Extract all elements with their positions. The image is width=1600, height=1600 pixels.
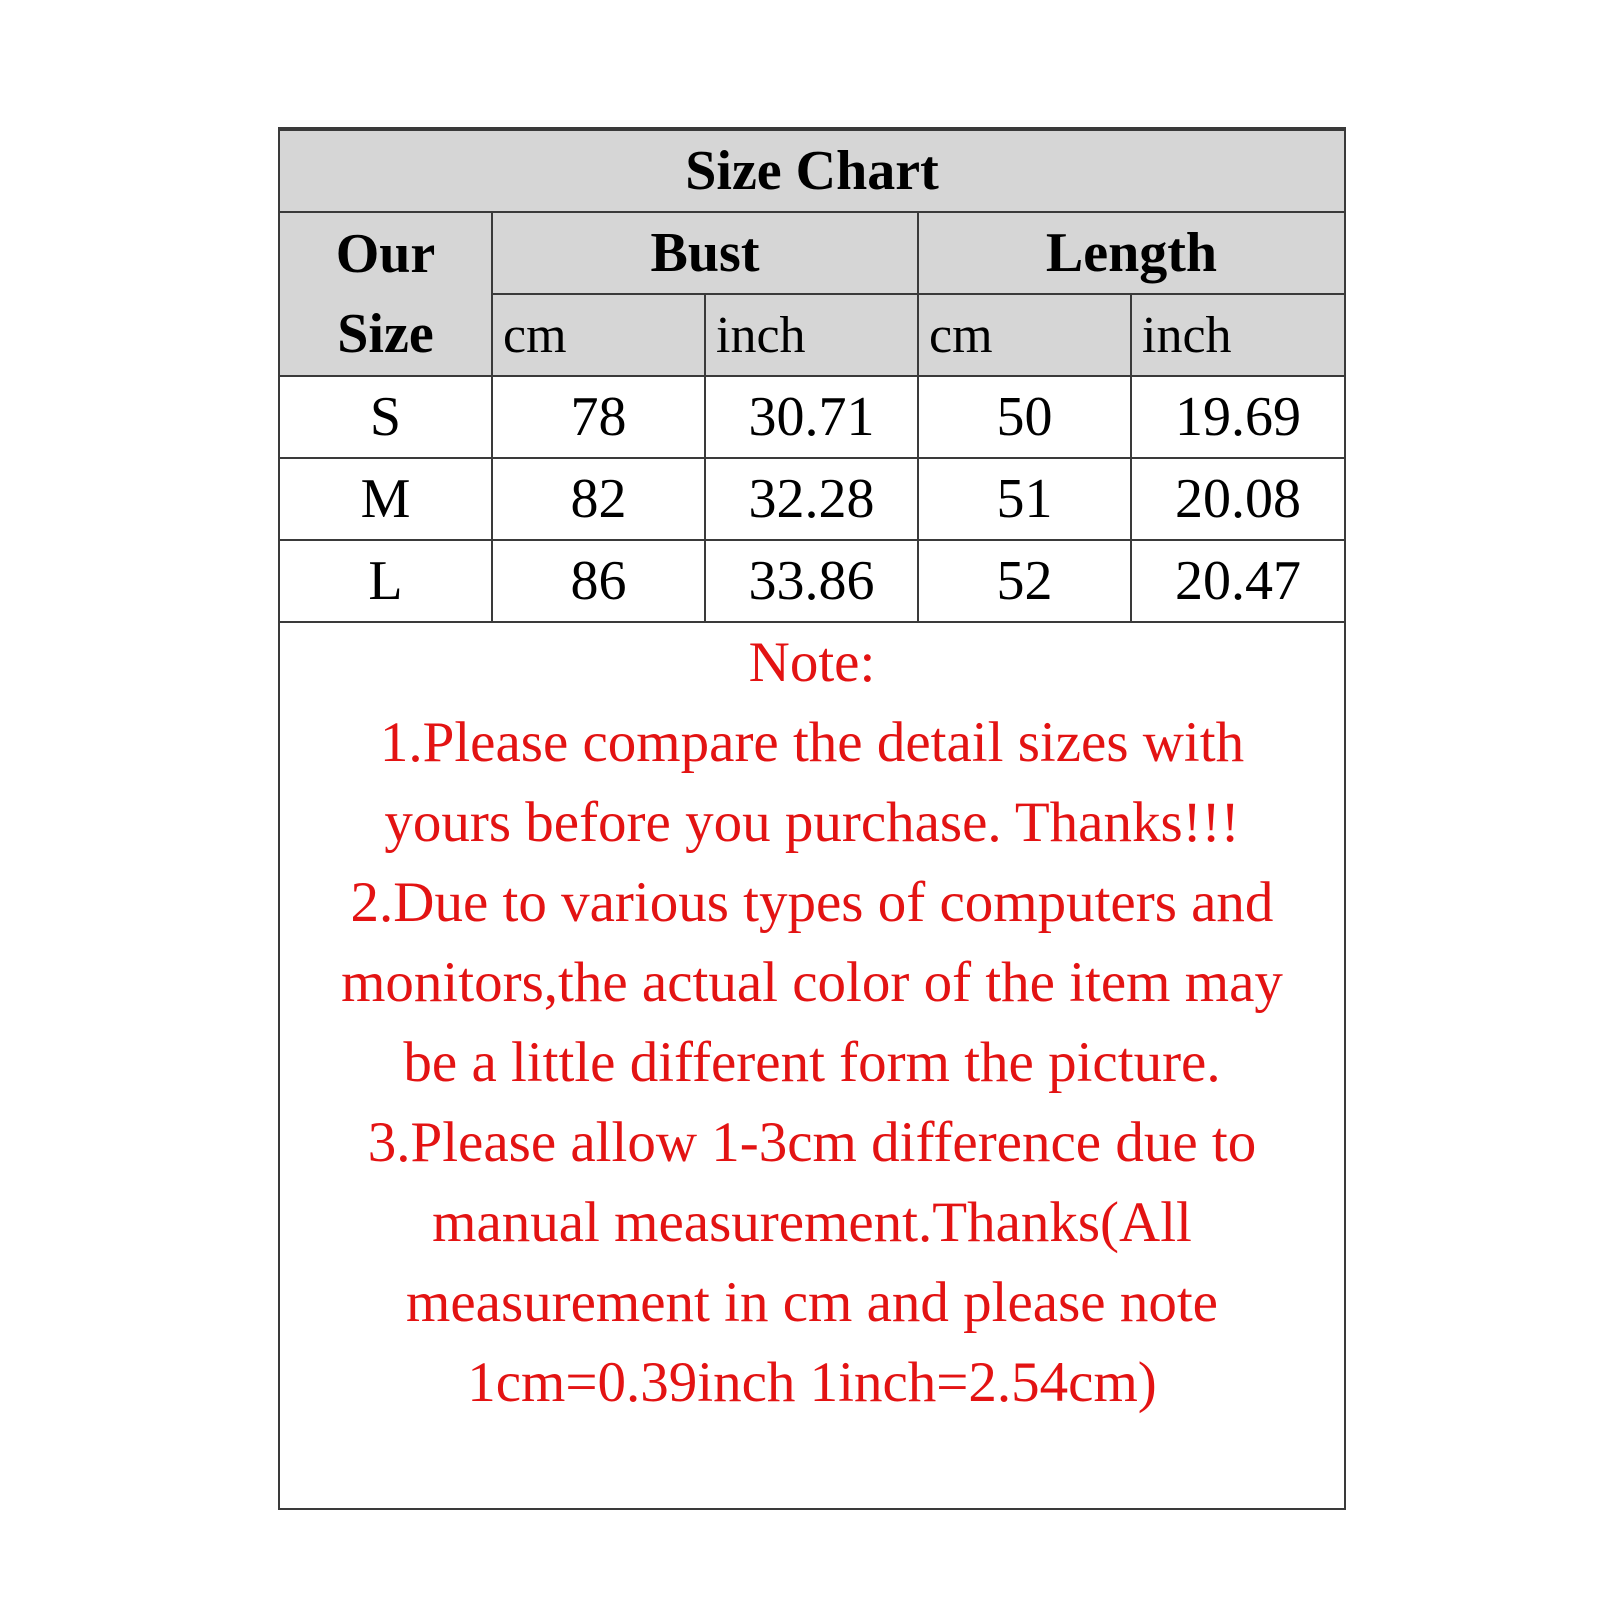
note-line: manual measurement.Thanks(All [432, 1191, 1192, 1254]
bust-cm-cell: 78 [492, 376, 705, 458]
table-row [280, 376, 1344, 458]
bust-cm-cell: 86 [492, 540, 705, 622]
bust-inch-header: inch [705, 294, 918, 376]
length-inch-cell: 20.47 [1131, 540, 1344, 622]
note-line: measurement in cm and please note [406, 1271, 1218, 1334]
table-row [280, 458, 1344, 540]
bust-inch-cell: 33.86 [705, 540, 918, 622]
size-header-line2: Size [337, 303, 434, 365]
bust-group-header: Bust [492, 212, 918, 294]
length-group-header: Length [918, 212, 1344, 294]
note-line: 1cm=0.39inch 1inch=2.54cm) [467, 1351, 1157, 1414]
table-title: Size Chart [280, 130, 1344, 212]
bust-cm-header: cm [492, 294, 705, 376]
length-inch-cell: 19.69 [1131, 376, 1344, 458]
size-header-line1: Our [335, 223, 436, 285]
length-inch-cell: 20.08 [1131, 458, 1344, 540]
size-cell: L [280, 540, 492, 622]
length-cm-header: cm [918, 294, 1131, 376]
size-column-header [280, 212, 492, 376]
size-cell: S [280, 376, 492, 458]
bust-cm-cell: 82 [492, 458, 705, 540]
bust-inch-cell: 30.71 [705, 376, 918, 458]
table-row [280, 540, 1344, 622]
length-cm-cell: 51 [918, 458, 1131, 540]
size-chart-sheet [278, 127, 1346, 1510]
note-block [280, 623, 1344, 1423]
size-chart-table [280, 129, 1344, 623]
note-line: be a little different form the picture. [403, 1031, 1221, 1094]
note-line: yours before you purchase. Thanks!!! [384, 791, 1240, 854]
note-line: 3.Please allow 1-3cm difference due to [367, 1111, 1257, 1174]
note-line: 1.Please compare the detail sizes with [379, 711, 1245, 774]
note-line: 2.Due to various types of computers and [350, 871, 1274, 934]
note-line: monitors,the actual color of the item may [341, 951, 1283, 1014]
size-cell: M [280, 458, 492, 540]
note-heading: Note: [748, 631, 876, 694]
length-cm-cell: 52 [918, 540, 1131, 622]
bust-inch-cell: 32.28 [705, 458, 918, 540]
length-inch-header: inch [1131, 294, 1344, 376]
length-cm-cell: 50 [918, 376, 1131, 458]
